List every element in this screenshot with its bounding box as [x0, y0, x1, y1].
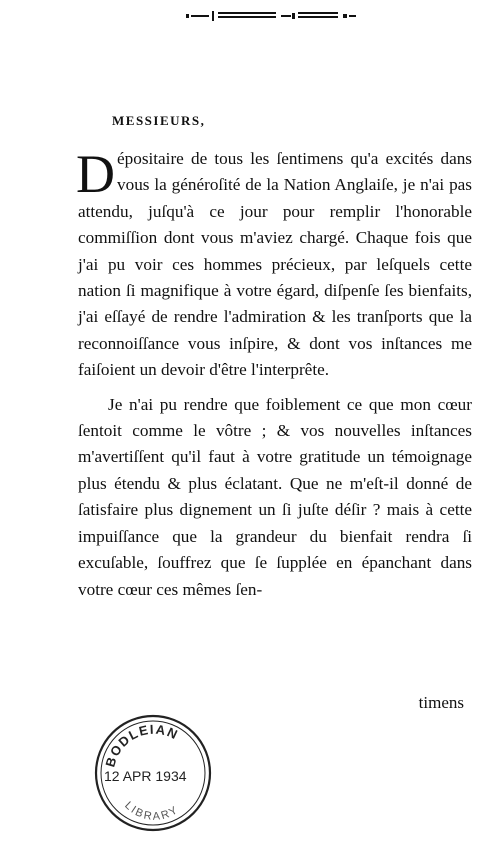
stamp-date: 12 APR 1934 [104, 768, 187, 784]
stamp-top-text: BODLEIAN [102, 721, 182, 769]
catchword: timens [418, 693, 464, 712]
stamp-bottom-text: LIBRARY [122, 799, 182, 823]
letter-body [78, 146, 472, 603]
salutation: MESSIEURS, [112, 113, 206, 128]
paragraph-1 [78, 146, 472, 384]
paragraph-2: Je n'ai pu rendre que foiblement ce que mon cœur ſentoit comme le vôtre ; & vos nouvelles inſtances m'avertiſſent qu'il faut à votre gratitude un témoignage plus étendu & plus éclatant. Que ne m'eſt-il donné de ſatisfaire plus dignement un ſi juſte déſir ? mais à cette impuiſſance que la grandeur du bienfait rendra ſi excuſable, ſouffrez que ſe ſupplée en épanchant dans votre cœur ces mêmes ſen- [78, 394, 472, 599]
drop-cap: D [76, 144, 115, 204]
library-stamp [92, 712, 214, 834]
header-ornament [186, 10, 356, 22]
paragraph-1-text: épositaire de tous les ſentimens qu'a excités dans vous la généroſité de la Nation Anglaiſe, je n'ai pas attendu, juſqu'à ce jour pour remplir l'honorable commiſſion dont vous m'aviez chargé. Chaque fois que j'ai pu voir ces hommes précieux, par leſquels cette nation ſi magnifique à votre égard, diſpenſe ſes bienfaits, j'ai eſſayé de rendre l'admiration & les tranſports que la reconnoiſſance vous inſpire, & dont vos inſtances me faiſoient un devoir d'être l'interprête. [78, 149, 472, 380]
